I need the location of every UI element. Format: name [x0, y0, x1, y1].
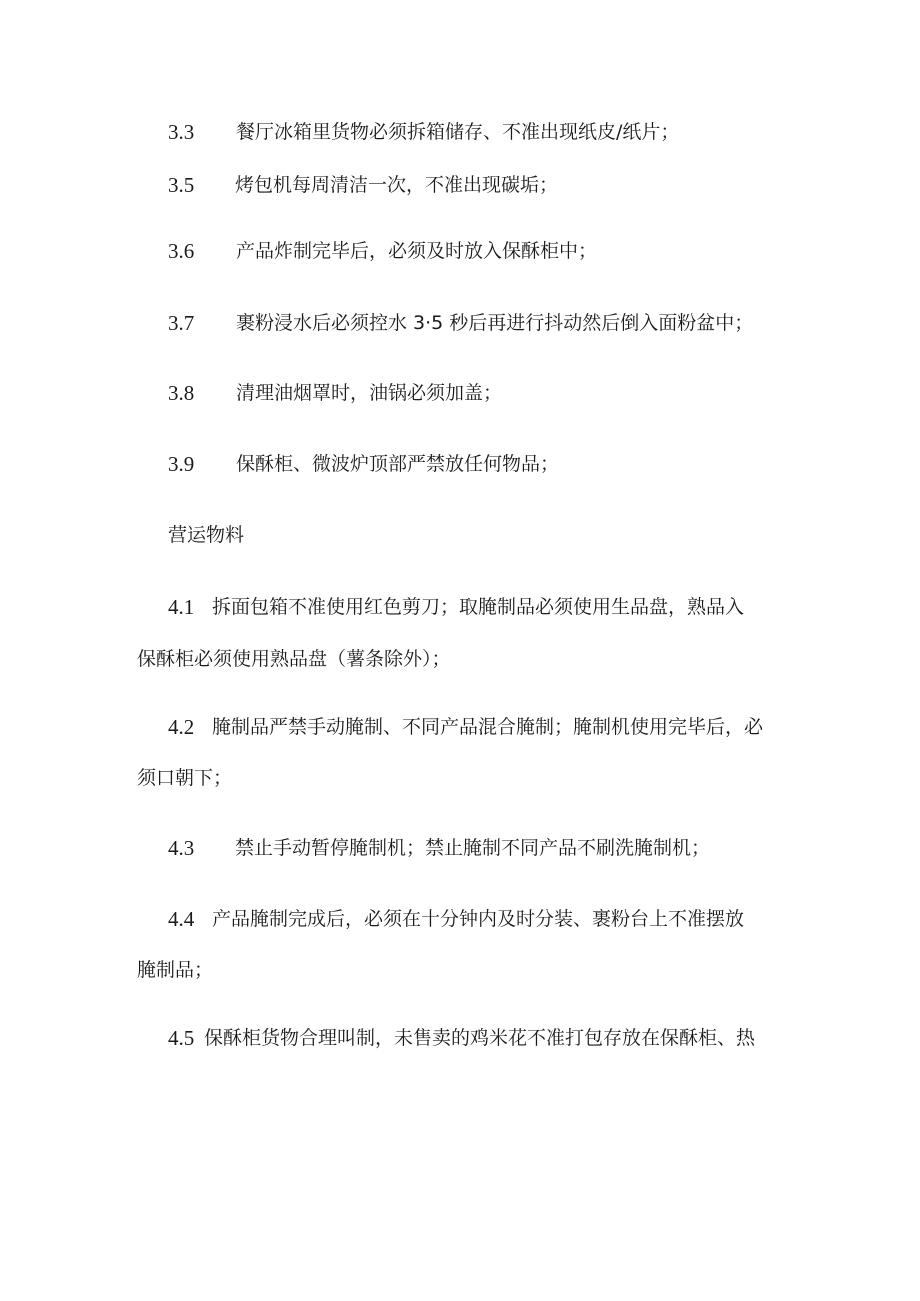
item-number: 3.7 — [168, 311, 195, 335]
item-text: 产品腌制完成后，必须在十分钟内及时分装、裹粉台上不准摆放 — [212, 908, 745, 930]
item-text: 保酥柜、微波炉顶部严禁放任何物品； — [236, 453, 560, 475]
item-4-3 — [168, 836, 711, 861]
item-3-3 — [168, 120, 680, 145]
section-title: 营运物料 — [168, 524, 245, 546]
item-text: 裹粉浸水后必须控水 3·5 秒后再进行抖动然后倒入面粉盆中； — [236, 312, 754, 334]
item-number: 4.3 — [168, 836, 195, 860]
item-text: 禁止手动暂停腌制机；禁止腌制不同产品不刷洗腌制机； — [235, 837, 711, 859]
item-3-8 — [168, 381, 503, 406]
item-4-1 — [168, 595, 745, 620]
item-number: 4.4 — [168, 907, 195, 931]
item-3-9 — [168, 452, 560, 477]
item-text: 拆面包箱不准使用红色剪刀；取腌制品必须使用生品盘，熟品入 — [212, 596, 745, 618]
item-text: 保酥柜货物合理叫制，未售卖的鸡米花不准打包存放在保酥柜、热 — [204, 1027, 756, 1049]
item-number: 3.6 — [168, 239, 195, 263]
item-3-6 — [168, 239, 598, 264]
item-text: 清理油烟罩时，油锅必须加盖； — [236, 382, 503, 404]
item-4-4-continuation: 腌制品； — [137, 959, 214, 981]
item-4-1-continuation: 保酥柜必须使用熟品盘（薯条除外）； — [137, 648, 451, 670]
item-number: 4.1 — [168, 595, 195, 619]
item-text: 产品炸制完毕后，必须及时放入保酥柜中； — [236, 240, 598, 262]
item-text: 腌制品严禁手动腌制、不同产品混合腌制；腌制机使用完毕后，必 — [212, 716, 764, 738]
item-3-7 — [168, 311, 754, 336]
item-3-5 — [168, 173, 559, 198]
item-4-2-continuation: 须口朝下； — [137, 767, 233, 789]
item-4-5 — [168, 1026, 756, 1051]
item-4-4 — [168, 907, 745, 932]
item-number: 3.8 — [168, 381, 195, 405]
item-number: 3.3 — [168, 120, 195, 144]
item-4-2 — [168, 715, 764, 740]
item-text: 烤包机每周清洁一次，不准出现碳垢； — [235, 174, 559, 196]
item-text: 餐厅冰箱里货物必须拆箱储存、不准出现纸皮/纸片； — [236, 121, 680, 143]
item-number: 3.9 — [168, 452, 195, 476]
item-number: 4.5 — [168, 1026, 195, 1050]
item-number: 4.2 — [168, 715, 195, 739]
item-number: 3.5 — [168, 173, 195, 197]
